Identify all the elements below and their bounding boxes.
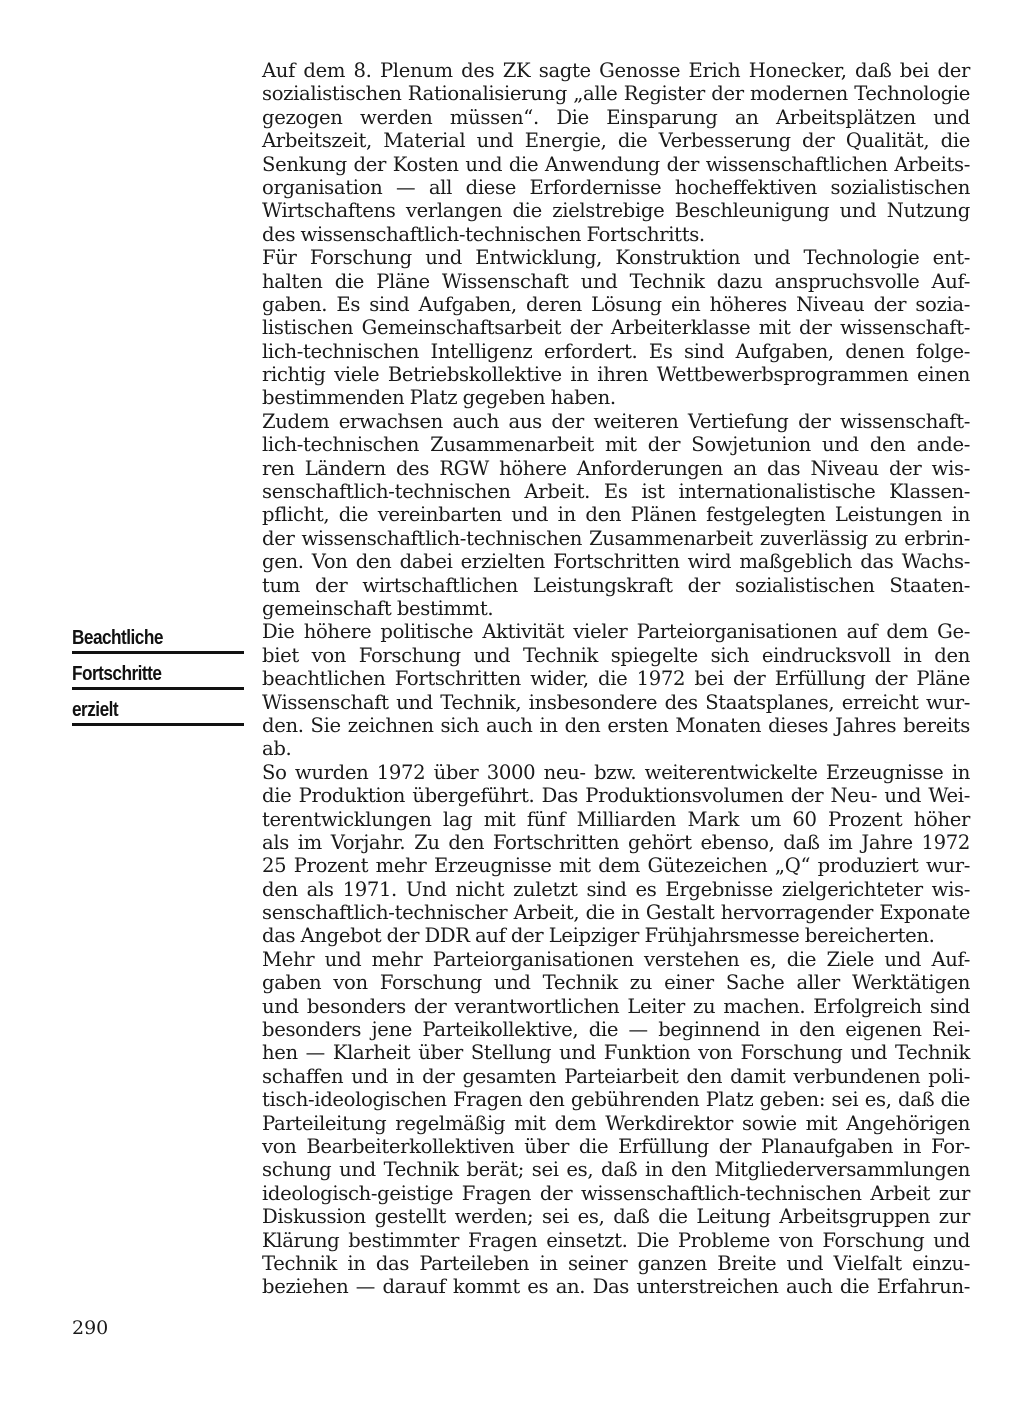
margin-heading	[72, 625, 220, 733]
text-line: richtig viele Betriebskollektive in ihren Wettbewerbsprogrammen einen	[262, 363, 970, 387]
text-line: Technik in das Parteileben in seiner ganzen Breite und Vielfalt einzu-	[262, 1251, 970, 1275]
text-line: 25 Prozent mehr Erzeugnisse mit dem Gütezeichen „Q“ produziert wur-	[262, 854, 970, 878]
text-line: als im Vorjahr. Zu den Fortschritten gehört ebenso, daß im Jahre 1972	[262, 830, 970, 854]
text-line: gemeinschaft bestimmt.	[262, 596, 494, 620]
text-line: den als 1971. Und nicht zuletzt sind es Ergebnisse zielgerichteter wis-	[262, 877, 970, 901]
body-text	[262, 59, 970, 1299]
text-line: gaben. Es sind Aufgaben, deren Lösung ein höheres Niveau der sozia-	[262, 292, 970, 316]
text-line: lich-technischen Intelligenz erfordert. Es sind Aufgaben, denen folge-	[262, 339, 970, 363]
text-line: senschaftlich-technischer Arbeit, die in Gestalt hervorragender Exponate	[262, 901, 970, 925]
text-line: Für Forschung und Entwicklung, Konstruktion und Technologie ent-	[262, 246, 970, 270]
text-line: und besonders der verantwortlichen Leiter zu machen. Erfolgreich sind	[262, 994, 970, 1018]
text-line: des wissenschaftlich-technischen Fortschritts.	[262, 222, 705, 246]
text-line: Wissenschaft und Technik, insbesondere des Staatsplanes, erreicht wur-	[262, 690, 970, 714]
margin-heading-line: Beachtliche	[72, 625, 244, 654]
text-line: ideologisch-geistige Fragen der wissenschaftlich-technischen Arbeit zur	[262, 1181, 970, 1205]
margin-heading-line: Fortschritte	[72, 661, 244, 690]
text-line: listischen Gemeinschaftsarbeit der Arbeiterklasse mit der wissenschaft-	[262, 316, 970, 340]
text-line: ab.	[262, 737, 292, 761]
text-line: hen — Klarheit über Stellung und Funktion von Forschung und Technik	[262, 1041, 970, 1065]
text-line: beachtlichen Fortschritten wider, die 1972 bei der Erfüllung der Pläne	[262, 667, 970, 691]
text-line: Arbeitszeit, Material und Energie, die Verbesserung der Qualität, die	[262, 129, 970, 153]
text-line: Zudem erwachsen auch aus der weiteren Vertiefung der wissenschaft-	[262, 409, 970, 433]
text-line: tum der wirtschaftlichen Leistungskraft der sozialistischen Staaten-	[262, 573, 970, 597]
text-line: den. Sie zeichnen sich auch in den ersten Monaten dieses Jahres bereits	[262, 713, 970, 737]
text-line: beziehen — darauf kommt es an. Das unterstreichen auch die Erfahrun-	[262, 1275, 970, 1299]
text-line: lich-technischen Zusammenarbeit mit der Sowjetunion und den ande-	[262, 433, 970, 457]
text-line: Parteileitung regelmäßig mit dem Werkdirektor sowie mit Angehörigen	[262, 1111, 970, 1135]
text-line: schung und Technik berät; sei es, daß in den Mitgliederversammlungen	[262, 1158, 970, 1182]
text-line: schaffen und in der gesamten Parteiarbeit den damit verbundenen poli-	[262, 1064, 970, 1088]
text-line: So wurden 1972 über 3000 neu- bzw. weiterentwickelte Erzeugnisse in	[262, 760, 970, 784]
page-number: 290	[72, 1317, 109, 1339]
text-line: die Produktion übergeführt. Das Produktionsvolumen der Neu- und Wei-	[262, 784, 970, 808]
text-line: ren Ländern des RGW höhere Anforderungen an das Niveau der wis-	[262, 456, 970, 480]
text-line: der wissenschaftlich-technischen Zusammenarbeit zuverlässig zu erbrin-	[262, 526, 970, 550]
text-line: gezogen werden müssen“. Die Einsparung an Arbeitsplätzen und	[262, 105, 970, 129]
text-line: sozialistischen Rationalisierung „alle Register der modernen Technologie	[262, 82, 970, 106]
text-line: organisation — all diese Erfordernisse hocheffektiven sozialistischen	[262, 175, 970, 199]
text-line: pflicht, die vereinbarten und in den Plänen festgelegten Leistungen in	[262, 503, 970, 527]
text-line: Senkung der Kosten und die Anwendung der wissenschaftlichen Arbeits-	[262, 152, 970, 176]
text-line: bestimmenden Platz gegeben haben.	[262, 386, 616, 410]
text-line: Mehr und mehr Parteiorganisationen verstehen es, die Ziele und Auf-	[262, 947, 970, 971]
text-line: terentwicklungen lag mit fünf Milliarden Mark um 60 Prozent höher	[262, 807, 970, 831]
text-line: Klärung bestimmter Fragen einsetzt. Die Probleme von Forschung und	[262, 1228, 970, 1252]
text-line: biet von Forschung und Technik spiegelte sich eindrucksvoll in den	[262, 643, 970, 667]
text-line: Die höhere politische Aktivität vieler Parteiorganisationen auf dem Ge-	[262, 620, 970, 644]
text-line: besonders jene Parteikollektive, die — beginnend in den eigenen Rei-	[262, 1018, 970, 1042]
text-line: gen. Von den dabei erzielten Fortschritten wird maßgeblich das Wachs-	[262, 550, 970, 574]
text-line: tisch-ideologischen Fragen den gebührenden Platz geben: sei es, daß die	[262, 1088, 970, 1112]
text-line: Wirtschaftens verlangen die zielstrebige Beschleunigung und Nutzung	[262, 199, 970, 223]
text-line: halten die Pläne Wissenschaft und Technik dazu anspruchsvolle Auf-	[262, 269, 970, 293]
text-line: senschaftlich-technischen Arbeit. Es ist internationalistische Klassen-	[262, 480, 970, 504]
text-line: Diskussion gestellt werden; sei es, daß die Leitung Arbeitsgruppen zur	[262, 1205, 970, 1229]
text-line: Auf dem 8. Plenum des ZK sagte Genosse Erich Honecker, daß bei der	[262, 59, 970, 82]
text-line: gaben von Forschung und Technik zu einer Sache aller Werktätigen	[262, 971, 970, 995]
margin-heading-line: erzielt	[72, 697, 244, 726]
text-line: von Bearbeiterkollektiven über die Erfüllung der Planaufgaben in For-	[262, 1134, 970, 1158]
text-line: das Angebot der DDR auf der Leipziger Frühjahrsmesse bereicherten.	[262, 924, 935, 948]
